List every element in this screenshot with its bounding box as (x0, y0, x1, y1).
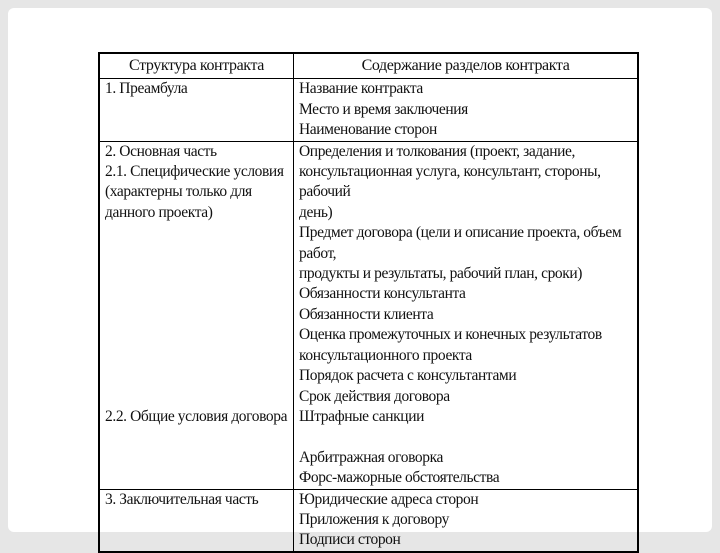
header-structure: Структура контракта (99, 53, 294, 79)
content-item: день) (299, 203, 333, 221)
slide (8, 8, 712, 549)
content-item: Наименование сторон (299, 121, 437, 139)
contract-structure-table (98, 52, 639, 553)
header-content: Содержание разделов контракта (294, 53, 639, 79)
content-item: Юридические адреса сторон (299, 490, 479, 508)
table-header-row (99, 53, 638, 79)
row-content-cell (294, 141, 639, 489)
content-item: Срок действия договора (299, 387, 450, 405)
content-item: Обязанности клиента (299, 305, 434, 323)
content-item: Штрафные санкции (299, 407, 424, 425)
content-item: Название контракта (299, 80, 423, 98)
content-item: Приложения к договору (299, 510, 449, 528)
content-item: Обязанности консультанта (299, 285, 466, 303)
content-item: Определения и толкования (проект, задание, (299, 142, 576, 160)
section-title: (характерны только для (105, 183, 252, 201)
row-section-cell (99, 79, 294, 141)
content-item: Предмет договора (цели и описание проекта, объем работ, (299, 224, 622, 262)
table-row (99, 489, 638, 552)
section-title: 2. Основная часть (105, 142, 217, 160)
section-title: данного проекта) (105, 203, 213, 221)
row-content-cell (294, 489, 639, 552)
section-title: 3. Заключительная часть (105, 490, 259, 508)
table-row (99, 79, 638, 141)
row-section-cell (99, 489, 294, 552)
content-item: Порядок расчета с консультантами (299, 367, 517, 385)
subsection-title: 2.2. Общие условия договора (105, 407, 288, 425)
content-item: консультационного проекта (299, 346, 472, 364)
table-row (99, 141, 638, 489)
content-item: Арбитражная оговорка (299, 448, 443, 466)
content-item: Подписи сторон (299, 531, 401, 549)
content-item: Форс-мажорные обстоятельства (299, 469, 500, 487)
content-item: консультационная услуга, консультант, стороны, рабочий (299, 163, 601, 201)
row-section-cell (99, 141, 294, 489)
row-content-cell (294, 79, 639, 141)
content-item: Место и время заключения (299, 100, 468, 118)
section-title: 1. Преамбула (105, 80, 188, 98)
section-title: 2.1. Специфические условия (105, 163, 284, 181)
content-item: продукты и результаты, рабочий план, сроки) (299, 265, 583, 283)
content-item: Оценка промежуточных и конечных результатов (299, 326, 602, 344)
